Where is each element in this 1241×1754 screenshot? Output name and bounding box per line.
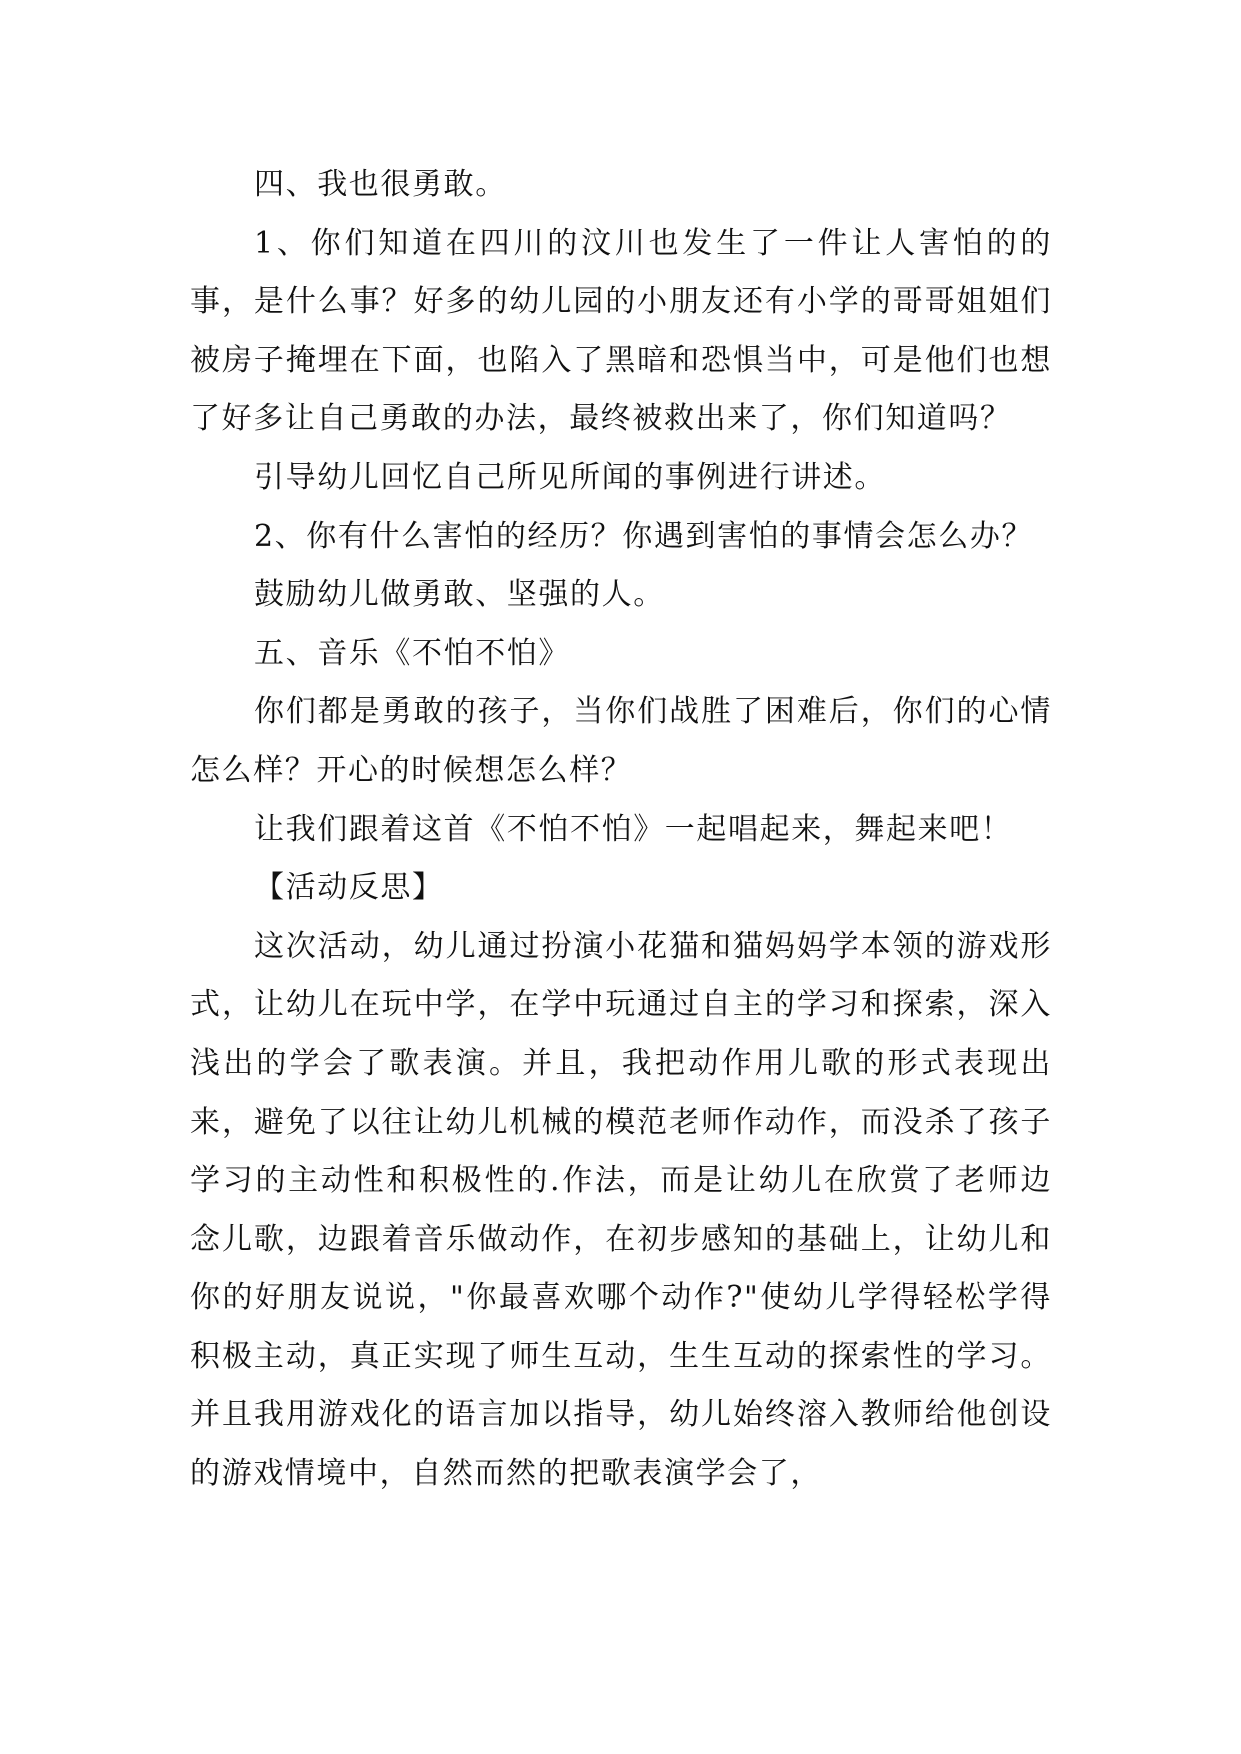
paragraph-encourage-brave: 鼓励幼儿做勇敢、坚强的人。 [254,577,665,613]
paragraph-reflection-body: 这次活动，幼儿通过扮演小花猫和猫妈妈学本领的游戏形式，让幼儿在玩中学，在学中玩通过自主的学习和探索，深入浅出的学会了歌表演。并且，我把动作用儿歌的形式表现出来，避免了以往让幼儿机械的模范老师作动作，而没杀了孩子学习的主动性和积极性的.作法，而是让幼儿在欣赏了老师边念儿歌，边跟着音乐做动作，在初步感知的基础上，让幼儿和你的好朋友说说，"你最喜欢哪个动作?"使幼儿学得轻松学得积极主动，真正实现了师生互动，生生互动的探索性的学习。并且我用游戏化的语言加以指导，幼儿始终溶入教师给他创设的游戏情境中，自然而然的把歌表演学会了， [190,928,1052,1492]
paragraph-guide-recall: 引导幼儿回忆自己所见所闻的事例进行讲述。 [254,459,886,495]
heading-section-five: 五、音乐《不怕不怕》 [254,635,570,671]
document-body [190,156,1052,1504]
paragraph-sing-dance: 让我们跟着这首《不怕不怕》一起唱起来，舞起来吧！ [254,811,1013,847]
paragraph-question-experience: 2、你有什么害怕的经历？你遇到害怕的事情会怎么办？ [254,518,1034,554]
heading-activity-reflection: 【活动反思】 [254,870,444,906]
paragraph-brave-children: 你们都是勇敢的孩子，当你们战胜了困难后，你们的心情怎么样？开心的时候想怎么样？ [190,694,1052,788]
paragraph-question-wenchuan: 1、你们知道在四川的汶川也发生了一件让人害怕的的事，是什么事？好多的幼儿园的小朋友还有小学的哥哥姐姐们被房子掩埋在下面，也陷入了黑暗和恐惧当中，可是他们也想了好多让自己勇敢的办法，最终被救出来了，你们知道吗？ [190,225,1052,437]
heading-section-four: 四、我也很勇敢。 [254,167,507,202]
